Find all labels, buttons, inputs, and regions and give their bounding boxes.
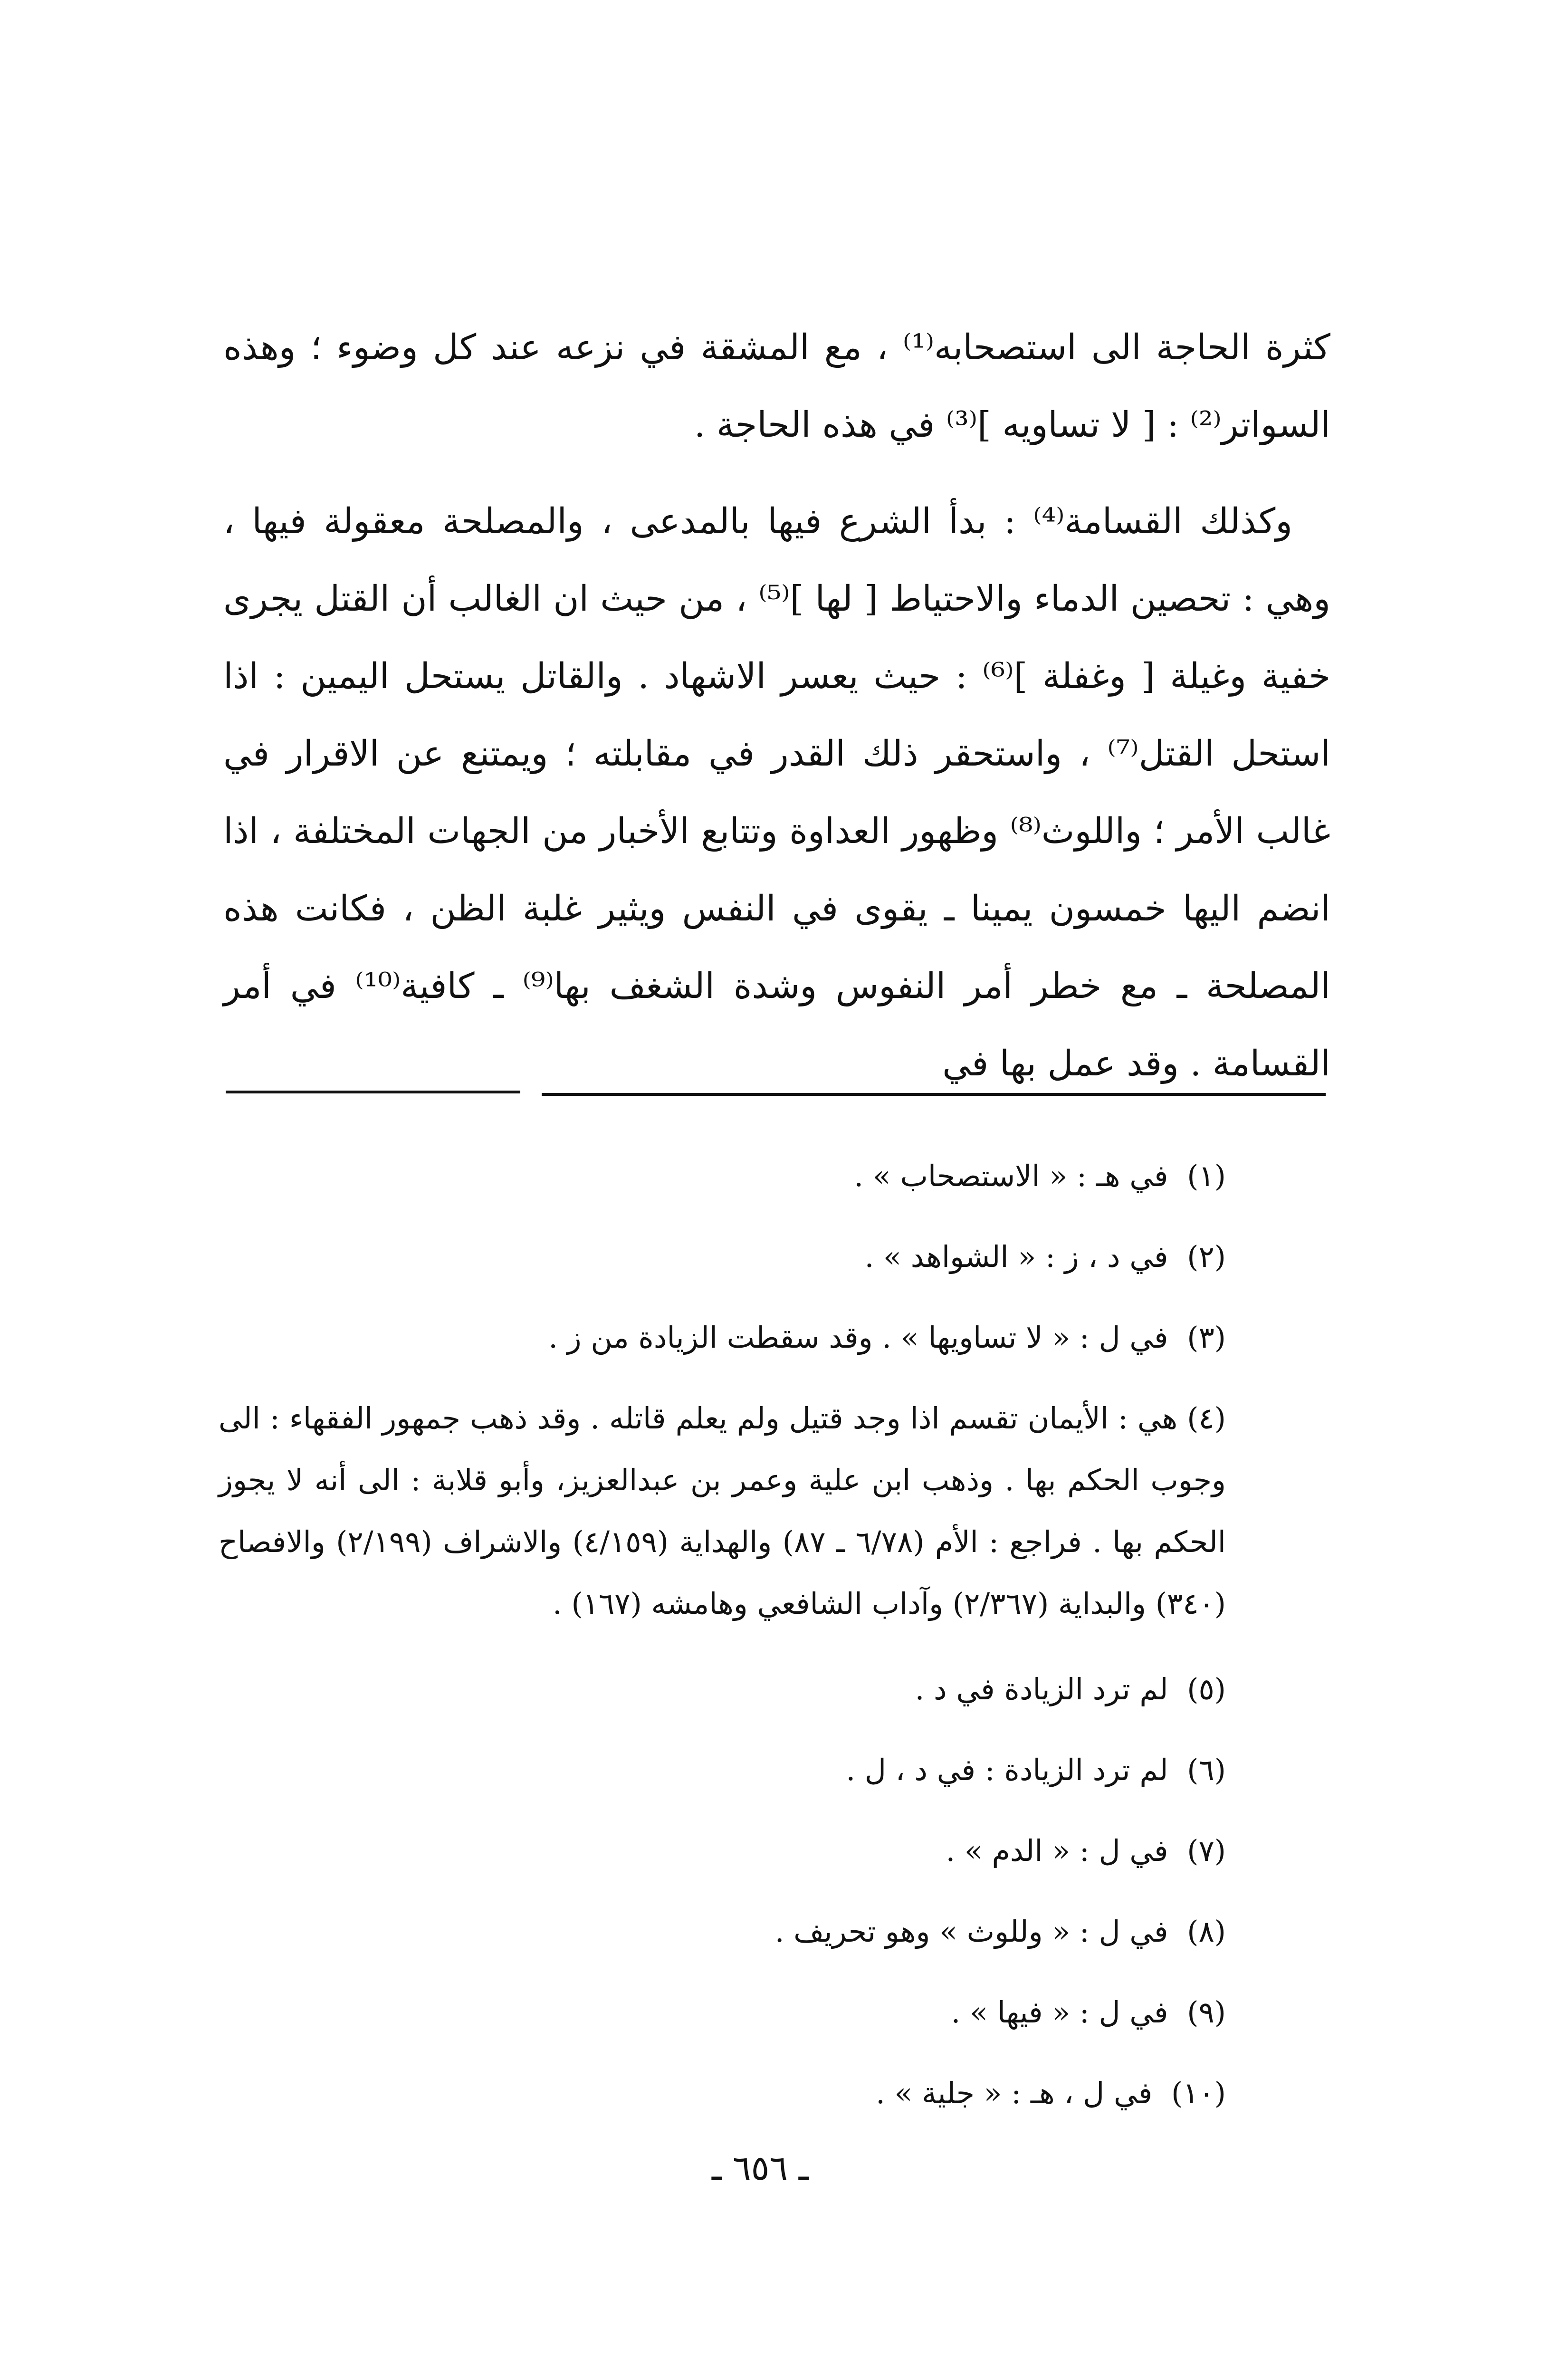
page-number: ـ ٦٥٦ ـ bbox=[712, 2148, 809, 2188]
footnote-number: (٢) bbox=[1187, 1239, 1226, 1274]
footnote-separator-right bbox=[542, 1093, 1326, 1096]
footnote-text: في ل : « فيها » . bbox=[951, 1995, 1168, 2030]
footnotes-section bbox=[219, 1136, 1226, 2134]
footnote-2 bbox=[219, 1217, 1226, 1297]
main-paragraph-1: كثرة الحاجة الى استصحابه⁽¹⁾ ، مع المشقة في نزعه عند كل وضوء ؛ وهذه السواتر⁽²⁾ : [ لا تساويه ]⁽³⁾ في هذه الحاجة . bbox=[223, 327, 1330, 445]
footnote-number: (٩) bbox=[1187, 1995, 1226, 2030]
footnote-text: لم ترد الزيادة : في د ، ل . bbox=[846, 1753, 1168, 1787]
footnote-number: (٨) bbox=[1187, 1914, 1226, 1949]
footnote-text: في هـ : « الاستصحاب » . bbox=[854, 1159, 1168, 1193]
footnote-text: في ل : « وللوث » وهو تحريف . bbox=[774, 1914, 1168, 1949]
footnote-separator-left bbox=[226, 1091, 520, 1093]
footnote-3 bbox=[219, 1297, 1226, 1378]
main-paragraph-2: وكذلك القسامة⁽⁴⁾ : بدأ الشرع فيها بالمدعى ، والمصلحة معقولة فيها ، وهي : تحصين الدماء والاحتياط [ لها ]⁽⁵⁾ ، من حيث ان الغالب أن القتل يجرى خفية وغيلة [ وغفلة ]⁽⁶⁾ : حيث يعسر الاشهاد . والقاتل يستحل اليمين : اذا استحل القتل⁽⁷⁾ ، واستحقر ذلك القدر في مقابلته ؛ ويمتنع عن الاقرار في غالب الأمر ؛ واللوث⁽⁸⁾ وظهور العداوة وتتابع الأخبار من الجهات المختلفة ، اذا انضم اليها خمسون يمينا ـ يقوى في النفس ويثير غلبة الظن ، فكانت هذه المصلحة ـ مع خطر أمر النفوس وشدة الشغف بها⁽⁹⁾ ـ كافية⁽¹⁰⁾ في أمر القسامة . وقد عمل بها في bbox=[223, 501, 1331, 1084]
footnote-number: (٧) bbox=[1187, 1833, 1226, 1868]
footnote-5 bbox=[219, 1649, 1226, 1730]
footnote-1 bbox=[219, 1136, 1226, 1217]
footnote-number: (٣) bbox=[1187, 1320, 1226, 1355]
footnote-number: (٤) bbox=[1187, 1401, 1226, 1436]
footnote-number: (٦) bbox=[1187, 1753, 1226, 1787]
footnote-number: (١) bbox=[1187, 1159, 1226, 1193]
footnote-9 bbox=[219, 1972, 1226, 2053]
footnote-4 bbox=[219, 1378, 1226, 1649]
footnote-text: في د ، ز : « الشواهد » . bbox=[864, 1239, 1168, 1274]
footnote-10 bbox=[219, 2053, 1226, 2134]
footnote-text: في ل ، هـ : « جلية » . bbox=[876, 2076, 1153, 2110]
footnote-8 bbox=[219, 1891, 1226, 1972]
main-text-block bbox=[223, 309, 1330, 1102]
footnote-7 bbox=[219, 1811, 1226, 1891]
footnote-6 bbox=[219, 1730, 1226, 1811]
footnote-text: هي : الأيمان تقسم اذا وجد قتيل ولم يعلم قاتله . وقد ذهب جمهور الفقهاء : الى وجوب الحكم بها . وذهب ابن علية وعمر بن عبدالعزيز، وأبو قلابة : الى أنه لا يجوز الحكم بها . فراجع : الأم (٦/٧٨ ـ ٨٧) والهداية (٤/١٥٩) والاشراف (٢/١٩٩) والافصاح (٣٤٠) والبداية (٢/٣٦٧) وآداب الشافعي وهامشه (١٦٧) . bbox=[219, 1401, 1226, 1621]
footnote-number: (٥) bbox=[1187, 1672, 1226, 1706]
footnote-text: في ل : « الدم » . bbox=[946, 1833, 1168, 1868]
footnote-text: في ل : « لا تساويها » . وقد سقطت الزيادة من ز . bbox=[548, 1320, 1168, 1355]
footnote-number: (١٠) bbox=[1171, 2076, 1226, 2110]
footnote-text: لم ترد الزيادة في د . bbox=[915, 1672, 1168, 1706]
